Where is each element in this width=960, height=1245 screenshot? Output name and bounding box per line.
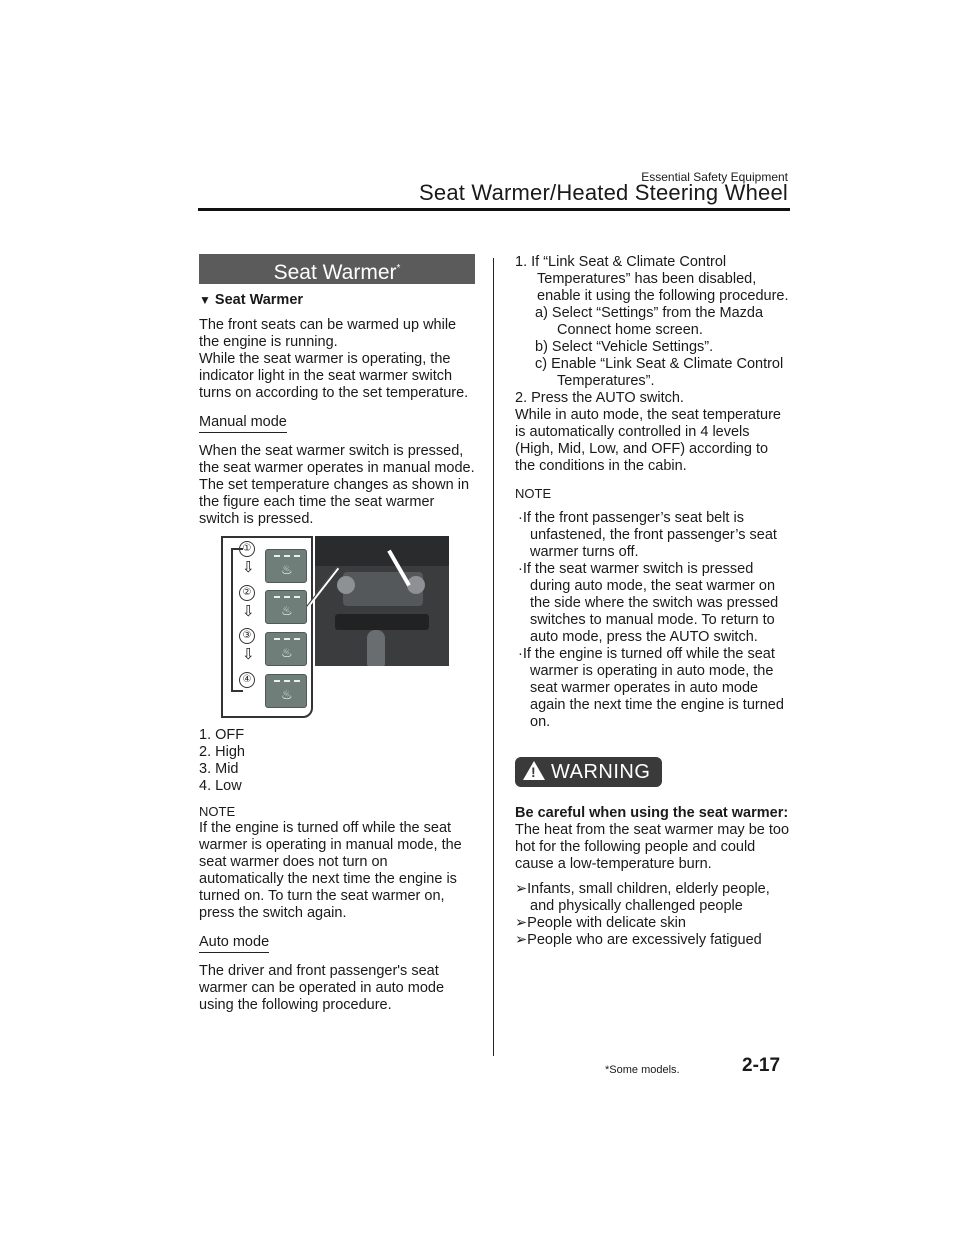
auto-paragraph: The driver and front passenger's seat warmer can be operated in auto mode using the following procedure. (199, 963, 445, 1013)
warning-text: The heat from the seat warmer may be too hot for the following people and could cause a low-temperature burn. (515, 822, 790, 872)
manual-mode-heading: Manual mode (199, 414, 287, 433)
triangle-marker-icon: ▼ (199, 293, 211, 307)
warning-label: WARNING (551, 761, 651, 783)
banner-asterisk: * (396, 263, 401, 274)
dashboard-photo (315, 536, 449, 666)
column-divider (493, 258, 494, 1056)
warning-triangle-icon: ! (523, 761, 545, 780)
step-2-label: ② (239, 585, 255, 601)
warning-item: ➢People with delicate skin (515, 915, 686, 931)
down-arrow-icon: ⇩ (242, 603, 255, 620)
header-section: Essential Safety Equipment (641, 170, 788, 184)
level-item: 4. Low (199, 778, 242, 794)
page-title: Seat Warmer/Heated Steering Wheel (419, 180, 788, 205)
section-banner (199, 254, 475, 284)
footer-some-models: *Some models. (605, 1064, 680, 1076)
sequence-line (231, 548, 233, 690)
note-label: NOTE (199, 804, 236, 819)
manual-paragraph-2: The set temperature changes as shown in the figure each time the seat warmer switch is pressed. (199, 477, 470, 527)
switch-off-icon: ♨ (265, 549, 307, 583)
step-4-label: ④ (239, 672, 255, 688)
page-number: 2-17 (742, 1055, 781, 1076)
right-column (515, 254, 791, 949)
intro-paragraph-1: The front seats can be warmed up while the engine is running. (199, 317, 457, 350)
warning-badge (515, 757, 662, 787)
level-item: 3. Mid (199, 761, 239, 777)
switch-low-icon: ♨ (265, 674, 307, 708)
level-item: 1. OFF (199, 727, 245, 743)
note-label: NOTE (515, 486, 552, 501)
note-text: If the engine is turned off while the seat warmer is operating in manual mode, the seat warmer does not turn on automatically the next time the engine is turned on. To turn the seat warmer on, press the switch again. (199, 820, 462, 921)
procedure-substep-a: a) Select “Settings” from the Mazda Connect home screen. (535, 305, 764, 338)
left-column (199, 254, 475, 1022)
warning-item: ➢People who are excessively fatigued (515, 932, 762, 948)
note-bullet: ·If the seat warmer switch is pressed during auto mode, the seat warmer on the side where the switch was pressed switches to manual mode. To return to auto mode, press the AUTO switch. (518, 561, 779, 645)
subheading-text: Seat Warmer (214, 292, 304, 308)
auto-description: While in auto mode, the seat temperature is automatically controlled in 4 levels (High, Mid, Low, and OFF) according to the conditions in the cabin. (515, 407, 781, 474)
warning-heading: Be careful when using the seat warmer: (515, 805, 789, 821)
note-bullet: ·If the front passenger’s seat belt is unfastened, the front passenger’s seat warmer turns off. (518, 510, 777, 560)
subheading (199, 292, 475, 309)
note-bullet: ·If the engine is turned off while the seat warmer is operating in auto mode, the seat warmer operates in auto mode again the next time the engine is turned on. (518, 646, 784, 730)
procedure-step-2: 2. Press the AUTO switch. (515, 390, 684, 406)
step-1-label: ① (239, 541, 255, 557)
procedure-substep-b: b) Select “Vehicle Settings”. (535, 339, 714, 355)
step-3-label: ③ (239, 628, 255, 644)
sequence-line-bottom (231, 690, 243, 692)
procedure-step-1: 1. If “Link Seat & Climate Control Temperatures” has been disabled, enable it using the following procedure. (515, 254, 789, 304)
manual-paragraph-1: When the seat warmer switch is pressed, the seat warmer operates in manual mode. (199, 443, 475, 476)
banner-title: Seat Warmer (273, 261, 397, 284)
procedure-substep-c: c) Enable “Link Seat & Climate Control Temperatures”. (535, 356, 784, 389)
level-list (199, 727, 475, 795)
level-item: 2. High (199, 744, 245, 760)
warning-item: ➢Infants, small children, elderly people, and physically challenged people (515, 881, 770, 914)
auto-mode-heading: Auto mode (199, 934, 269, 953)
down-arrow-icon: ⇩ (242, 559, 255, 576)
seat-warmer-figure (221, 536, 451, 721)
switch-mid-icon: ♨ (265, 632, 307, 666)
switch-high-icon: ♨ (265, 590, 307, 624)
down-arrow-icon: ⇩ (242, 646, 255, 663)
header-rule (198, 208, 790, 211)
intro-paragraph-2: While the seat warmer is operating, the indicator light in the seat warmer switch turns on according to the set temperature. (199, 351, 469, 401)
